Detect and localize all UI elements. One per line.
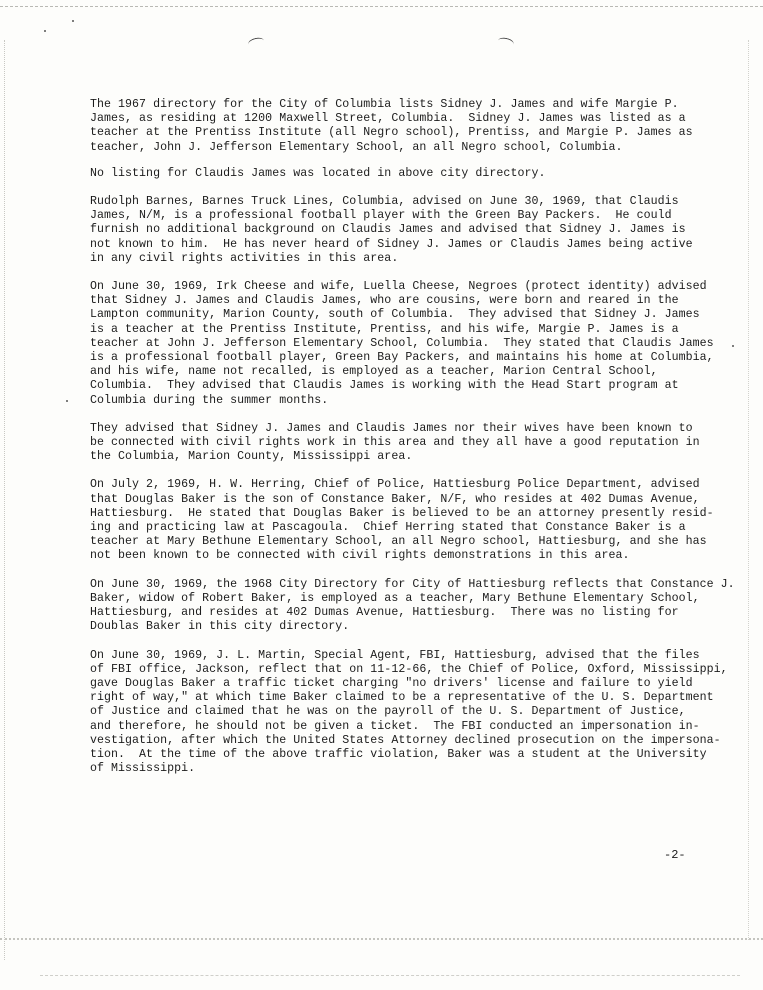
left-staple-mark bbox=[247, 36, 265, 49]
scan-speck bbox=[66, 400, 68, 402]
paragraph-directory-1968: On June 30, 1969, the 1968 City Directory for City of Hattiesburg reflects that Constance J. Baker, widow of Robert Baker, is employed as a teacher, Mary Bethune Elementary School, Hattiesburg, and resides at 402 Dumas Avenue, Hattiesburg. There was no listing for Doublas Baker in this city directory. bbox=[90, 577, 735, 634]
document-body bbox=[90, 98, 750, 776]
paragraph-cheese-interview: On June 30, 1969, Irk Cheese and wife, Luella Cheese, Negroes (protect identity) advised that Sidney J. James and Claudis James, who are cousins, were born and reared in the Lampton community, Marion County, south of Columbia. They advised that Sidney J. James is a teacher at the Prentiss Institute, Prentiss, and his wife, Margie P. James is a teacher at John J. Jefferson Elementary School, Columbia. They stated that Claudis James is a professional football player, Green Bay Packers, and maintains his home at Columbia, and his wife, name not recalled, is employed as a teacher, Marion Central School, Columbia. They advised that Claudis James is working with the Head Start program at Columbia during the summer months. bbox=[90, 280, 714, 407]
paragraph-martin: On June 30, 1969, J. L. Martin, Special Agent, FBI, Hattiesburg, advised that the files of FBI office, Jackson, reflect that on 11-12-66, the Chief of Police, Oxford, Mississippi, gave Douglas Baker a traffic ticket charging "no drivers' license and failure to yield right of way," at which time Baker claimed to be a representative of the U. S. Department of Justice and claimed that he was on the payroll of the U. S. Department of Justice, and therefore, he should not be given a ticket. The FBI conducted an impersonation in- vestigation, after which the United States Attorney declined prosecution on the impersona- tion. At the time of the above traffic violation, Baker was a student at the University of Mississippi. bbox=[90, 648, 728, 776]
page-top-edge bbox=[0, 6, 763, 7]
page-bottom-edge-secondary bbox=[40, 975, 740, 976]
scan-speck bbox=[44, 30, 46, 32]
paragraph-no-listing: No listing for Claudis James was located in above city directory. bbox=[90, 166, 546, 180]
right-staple-mark bbox=[497, 36, 515, 49]
paragraph-directory-1967: The 1967 directory for the City of Columbia lists Sidney J. James and wife Margie P. James, as residing at 1200 Maxwell Street, Columbia. Sidney J. James was listed as a teacher at the Prentiss Institute (all Negro school), Prentiss, and Margie P. James as teacher, John J. Jefferson Elementary School, an all Negro school, Columbia. bbox=[90, 98, 693, 154]
scan-speck bbox=[72, 20, 74, 22]
paragraph-reputation: They advised that Sidney J. James and Claudis James nor their wives have been known to be connected with civil rights work in this area and they all have a good reputation in the Columbia, Marion County, Mississippi area. bbox=[90, 421, 700, 464]
page-number: -2- bbox=[664, 848, 686, 862]
paragraph-herring: On July 2, 1969, H. W. Herring, Chief of Police, Hattiesburg Police Department, advised that Douglas Baker is the son of Constance Baker, N/F, who resides at 402 Dumas Avenue, Hattiesburg. He stated that Douglas Baker is believed to be an attorney presently resid- ing and practicing law at Pascagoula. Chief Herring stated that Constance Baker is a teacher at Mary Bethune Elementary School, an all Negro school, Hattiesburg, and she has not been known to be connected with civil rights demonstrations in this area. bbox=[90, 478, 714, 563]
page-bottom-edge bbox=[0, 938, 763, 940]
paragraph-rudolph-barnes: Rudolph Barnes, Barnes Truck Lines, Columbia, advised on June 30, 1969, that Claudis James, N/M, is a professional football player with the Green Bay Packers. He could furnish no additional background on Claudis James and advised that Sidney J. James is not known to him. He has never heard of Sidney J. James or Claudis James being active in any civil rights activities in this area. bbox=[90, 195, 693, 265]
left-scan-edge bbox=[4, 40, 5, 960]
